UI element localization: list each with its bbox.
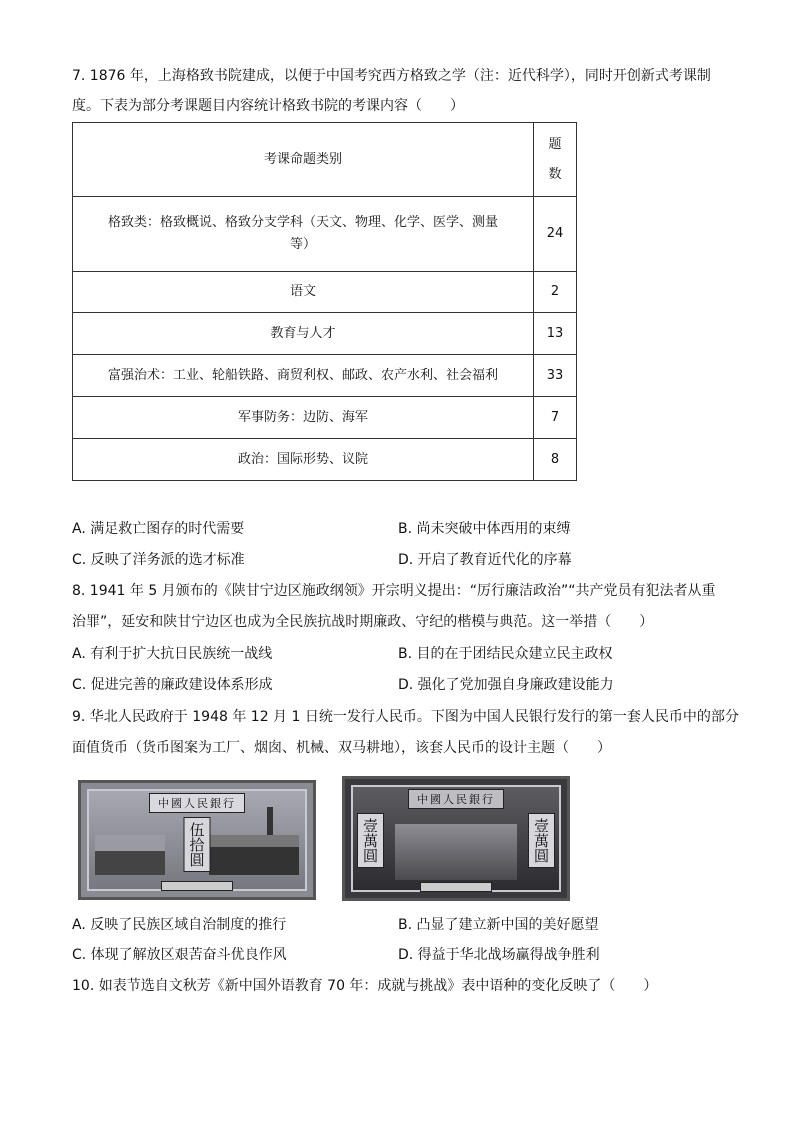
row-category-line-1: 格致类：格致概说、格致分支学科（天文、物理、化学、医学、测量 bbox=[107, 215, 498, 230]
chimney-icon bbox=[267, 807, 273, 835]
row-category: 军事防务：边防、海军 bbox=[73, 397, 534, 439]
table-row bbox=[73, 272, 577, 313]
row-count: 2 bbox=[534, 272, 577, 313]
row-count: 7 bbox=[534, 397, 577, 439]
q7-option-a[interactable]: A. 满足救亡图存的时代需要 bbox=[72, 521, 245, 537]
banknote-bank-name: 中國人民銀行 bbox=[149, 793, 245, 813]
banknote-denomination-right: 壹萬圓 bbox=[528, 813, 555, 868]
q7-option-d[interactable]: D. 开启了教育近代化的序幕 bbox=[398, 552, 572, 568]
q8-option-a[interactable]: A. 有利于扩大抗日民族统一战线 bbox=[72, 646, 273, 662]
header-count-char-1: 题 bbox=[548, 136, 562, 152]
q9-option-a[interactable]: A. 反映了民族区域自治制度的推行 bbox=[72, 917, 287, 933]
q8-stem-line-1: 8. 1941 年 5 月颁布的《陕甘宁边区施政纲领》开宗明义提出：“厉行廉洁政治”“共产党员有犯法者从重 bbox=[72, 583, 716, 599]
q9-stem-line-2: 面值货币（货币图案为工厂、烟囱、机械、双马耕地），该套人民币的设计主题（ ） bbox=[72, 740, 611, 756]
banknote-fifty-yuan bbox=[78, 780, 316, 900]
row-category: 政治：国际形势、议院 bbox=[73, 439, 534, 481]
banknote-scene-factory bbox=[95, 835, 165, 875]
table-row bbox=[73, 439, 577, 481]
q7-option-b[interactable]: B. 尚未突破中体西用的束缚 bbox=[398, 521, 571, 537]
q8-option-c[interactable]: C. 促进完善的廉政建设体系形成 bbox=[72, 677, 273, 693]
table-row bbox=[73, 397, 577, 439]
row-count: 8 bbox=[534, 439, 577, 481]
banknote-serial-band bbox=[161, 881, 233, 891]
q10-stem-line-1: 10. 如表节选自文秋芳《新中国外语教育 70 年：成就与挑战》表中语种的变化反映了（ ） bbox=[72, 978, 658, 994]
banknote-scene-machinery bbox=[209, 835, 299, 875]
q7-exam-table bbox=[72, 122, 577, 481]
banknote-denomination-left: 壹萬圓 bbox=[357, 813, 384, 868]
table-row bbox=[73, 197, 577, 272]
q9-option-c[interactable]: C. 体现了解放区艰苦奋斗优良作风 bbox=[72, 947, 287, 963]
banknote-denomination: 伍拾圓 bbox=[184, 817, 211, 872]
header-count bbox=[534, 123, 577, 197]
row-category: 语文 bbox=[73, 272, 534, 313]
table-row bbox=[73, 355, 577, 397]
header-category: 考课命题类别 bbox=[73, 123, 534, 197]
row-category bbox=[73, 197, 534, 272]
row-count: 24 bbox=[534, 197, 577, 272]
q7-stem-line-2: 度。下表为部分考课题目内容统计格致书院的考课内容（ ） bbox=[72, 98, 464, 114]
q9-option-b[interactable]: B. 凸显了建立新中国的美好愿望 bbox=[398, 917, 599, 933]
row-count: 33 bbox=[534, 355, 577, 397]
row-category: 教育与人才 bbox=[73, 313, 534, 355]
table-row bbox=[73, 313, 577, 355]
banknote-scene-horses-plowing bbox=[395, 824, 517, 880]
q8-option-b[interactable]: B. 目的在于团结民众建立民主政权 bbox=[398, 646, 613, 662]
banknote-serial-band bbox=[420, 882, 492, 892]
row-category: 富强治术：工业、轮船铁路、商贸利权、邮政、农产水利、社会福利 bbox=[73, 355, 534, 397]
q7-option-c[interactable]: C. 反映了洋务派的选才标准 bbox=[72, 552, 245, 568]
header-count-char-2: 数 bbox=[548, 166, 562, 182]
banknote-ten-thousand-yuan bbox=[342, 776, 570, 901]
q9-stem-line-1: 9. 华北人民政府于 1948 年 12 月 1 日统一发行人民币。下图为中国人民银行发行的第一套人民币中的部分 bbox=[72, 709, 739, 725]
q7-stem-line-1: 7. 1876 年，上海格致书院建成，以便于中国考究西方格致之学（注：近代科学），同时开创新式考课制 bbox=[72, 68, 711, 84]
table-header-row bbox=[73, 123, 577, 197]
banknote-bank-name: 中國人民銀行 bbox=[408, 789, 504, 809]
q9-option-d[interactable]: D. 得益于华北战场赢得战争胜利 bbox=[398, 947, 600, 963]
row-category-line-2: 等） bbox=[289, 237, 316, 252]
row-count: 13 bbox=[534, 313, 577, 355]
q8-stem-line-2: 治罪”，延安和陕甘宁边区也成为全民族抗战时期廉政、守纪的楷模与典范。这一举措（ ） bbox=[72, 614, 654, 630]
q8-option-d[interactable]: D. 强化了党加强自身廉政建设能力 bbox=[398, 677, 614, 693]
